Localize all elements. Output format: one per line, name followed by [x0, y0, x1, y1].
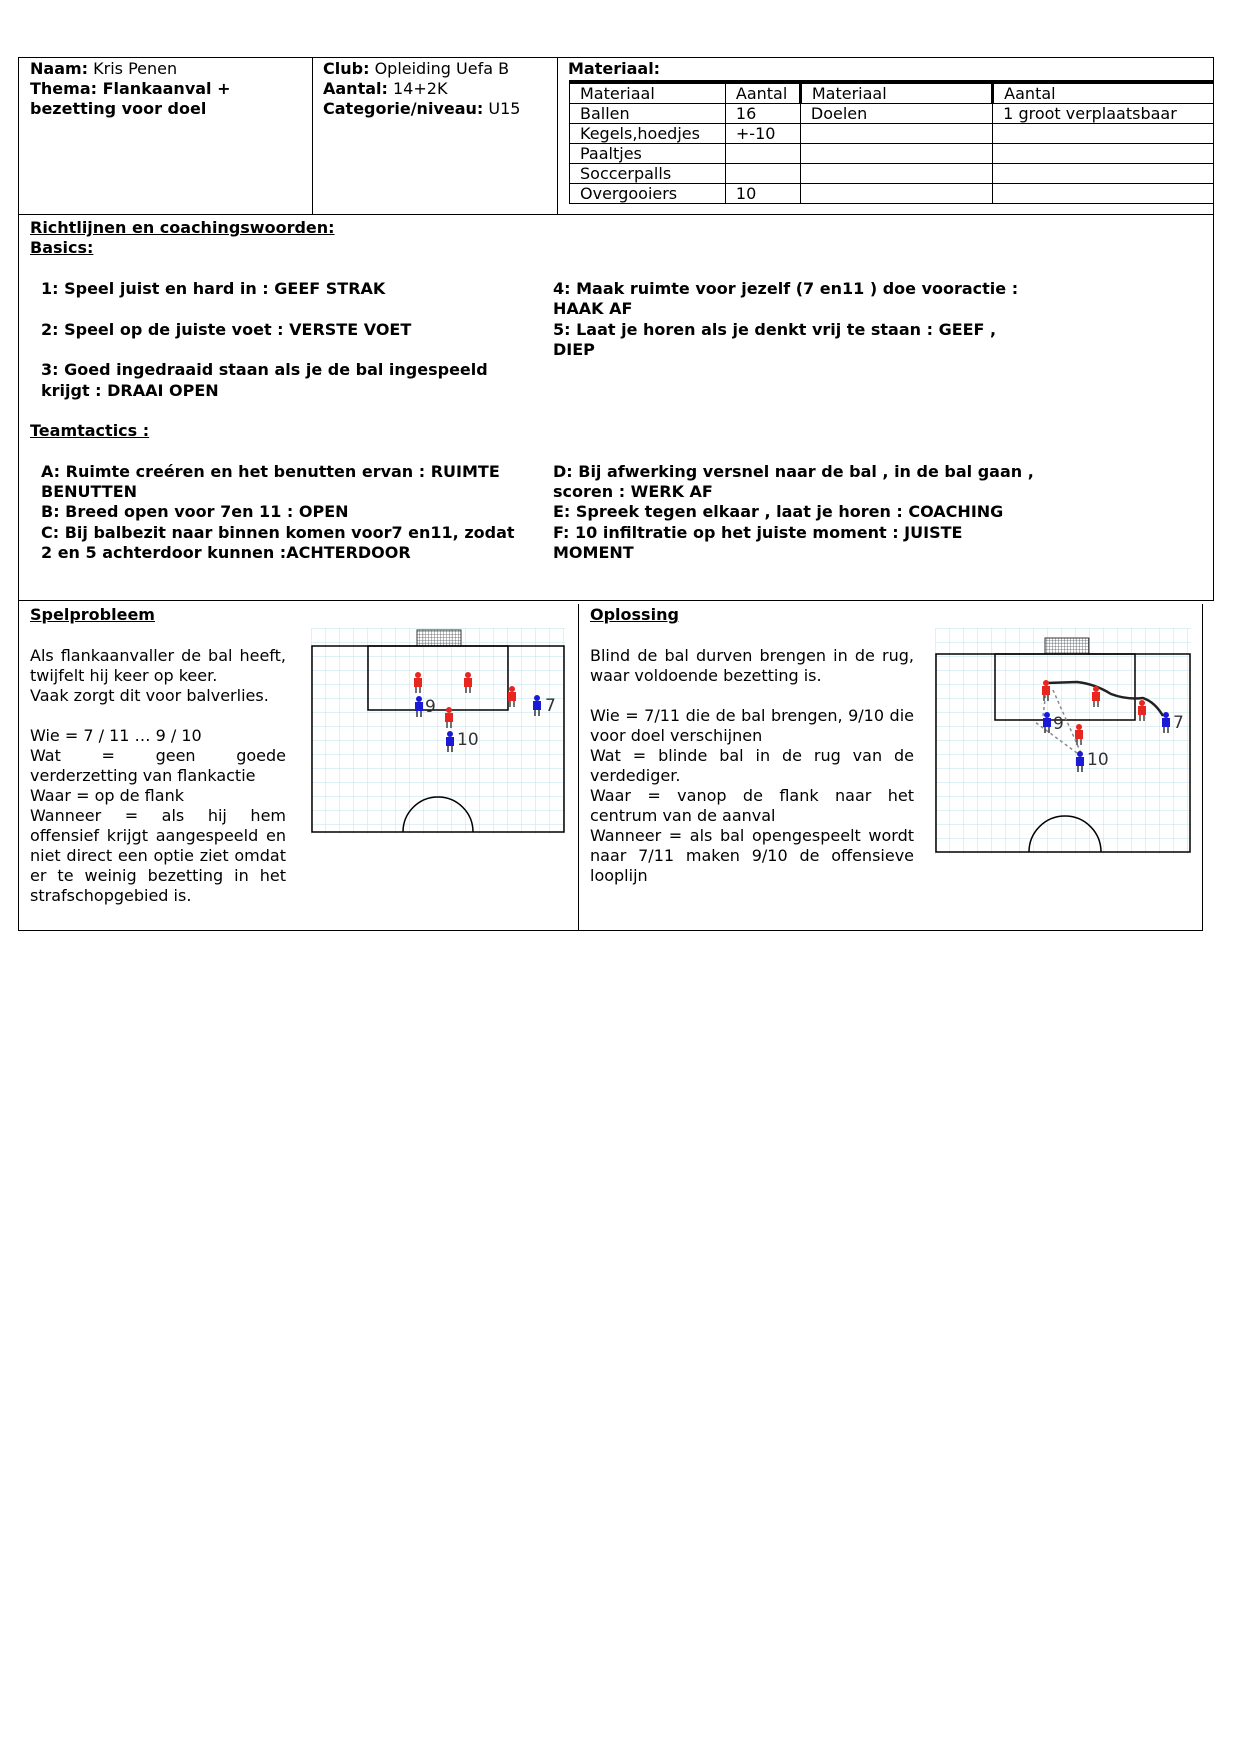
materiaal-title: Materiaal:: [568, 59, 661, 78]
thema-line-2: bezetting voor doel: [30, 99, 207, 118]
tactic-item-a: A: Ruimte creéren en het benutten ervan : RUIMTE: [41, 462, 500, 481]
tactic-item-d-cont: scoren : WERK AF: [553, 482, 713, 501]
spelprobleem-wat: Wat = geen goede verderzetting van flankactie: [30, 746, 286, 785]
basics-title: Basics:: [30, 238, 94, 257]
spelprobleem-para2: Vaak zorgt dit voor balverlies.: [30, 686, 269, 705]
oplossing-title: Oplossing: [590, 605, 679, 624]
oplossing-para1: Blind de bal durven brengen in de rug, waar voldoende bezetting is.: [590, 646, 914, 685]
player-number-10: 10: [457, 730, 479, 750]
tactic-item-c: C: Bij balbezit naar binnen komen voor7 en11, zodat: [41, 523, 515, 542]
header-divider-2: [557, 57, 558, 214]
table-cell: [800, 124, 992, 144]
table-cell: Soccerpalls: [570, 164, 726, 184]
materials-header-row: [570, 82, 1214, 104]
player-number-7: 7: [1173, 713, 1184, 733]
table-header-cell: Aantal: [993, 82, 1214, 104]
oplossing-wie: Wie = 7/11 die de bal brengen, 9/10 die voor doel verschijnen: [590, 706, 914, 745]
tactic-item-b: B: Breed open voor 7en 11 : OPEN: [41, 502, 349, 521]
club-field: Club: Opleiding Uefa B: [323, 59, 510, 78]
table-cell: [993, 184, 1214, 204]
player-number-9: 9: [425, 697, 436, 717]
table-cell: Overgooiers: [570, 184, 726, 204]
basic-item-4: 4: Maak ruimte voor jezelf (7 en11 ) doe vooractie :: [553, 279, 1019, 298]
table-cell: Doelen: [800, 104, 992, 124]
thema-line-1: Thema: Flankaanval +: [30, 79, 231, 98]
field-grid: [311, 628, 565, 834]
tactic-item-c-cont: 2 en 5 achterdoor kunnen :ACHTERDOOR: [41, 543, 411, 562]
header-top-border: [18, 57, 1213, 58]
oplossing-waar: Waar = vanop de flank naar het centrum van de aanval: [590, 786, 914, 825]
table-cell: 16: [725, 104, 800, 124]
header-left-border: [18, 57, 19, 600]
basic-item-2: 2: Speel op de juiste voet : VERSTE VOET: [41, 320, 412, 339]
oplossing-wat: Wat = blinde bal in de rug van de verdediger.: [590, 746, 914, 785]
table-cell: [993, 124, 1214, 144]
player-number-9: 9: [1053, 714, 1064, 734]
categorie-field: Categorie/niveau: U15: [323, 99, 521, 118]
table-cell: [725, 144, 800, 164]
header-bottom-border: [18, 214, 1213, 215]
table-row: [570, 164, 1214, 184]
table-cell: +-10: [725, 124, 800, 144]
table-cell: Ballen: [570, 104, 726, 124]
table-cell: Paaltjes: [570, 144, 726, 164]
table-cell: [993, 144, 1214, 164]
table-cell: [993, 164, 1214, 184]
materials-table: [569, 80, 1214, 204]
table-header-cell: Materiaal: [800, 82, 992, 104]
basic-item-3: 3: Goed ingedraaid staan als je de bal ingespeeld: [41, 360, 488, 379]
table-row: [570, 104, 1214, 124]
basic-item-4-cont: HAAK AF: [553, 299, 633, 318]
teamtactics-title: Teamtactics :: [30, 421, 150, 440]
basic-item-1: 1: Speel juist en hard in : GEEF STRAK: [41, 279, 386, 298]
tactic-item-f-cont: MOMENT: [553, 543, 634, 562]
basic-item-5-cont: DIEP: [553, 340, 595, 359]
tactic-item-a-cont: BENUTTEN: [41, 482, 138, 501]
table-cell: [725, 164, 800, 184]
bottom-left-border: [18, 600, 19, 930]
aantal-field: Aantal: 14+2K: [323, 79, 448, 98]
table-row: [570, 184, 1214, 204]
table-header-cell: Materiaal: [570, 82, 726, 104]
goal-net: [417, 630, 461, 646]
table-cell: 1 groot verplaatsbaar: [993, 104, 1214, 124]
bottom-right-border: [1202, 604, 1203, 930]
bottom-box-border: [18, 930, 1203, 931]
bottom-middle-divider: [578, 604, 579, 930]
tactic-item-d: D: Bij afwerking versnel naar de bal , in de bal gaan ,: [553, 462, 1034, 481]
header-divider-1: [312, 57, 313, 214]
tactic-item-f: F: 10 infiltratie op het juiste moment : JUISTE: [553, 523, 963, 542]
spelprobleem-diagram: [311, 628, 565, 834]
spelprobleem-text: [30, 646, 286, 906]
spelprobleem-para1: Als flankaanvaller de bal heeft, twijfelt hij keer op keer.: [30, 646, 286, 685]
spelprobleem-title: Spelprobleem: [30, 605, 155, 624]
table-cell: [800, 184, 992, 204]
table-cell: [800, 144, 992, 164]
goal-net: [1045, 638, 1089, 654]
guidelines-bottom-border: [18, 600, 1214, 601]
oplossing-text: [590, 646, 914, 886]
table-cell: 10: [725, 184, 800, 204]
player-number-10: 10: [1087, 750, 1109, 770]
table-row: [570, 144, 1214, 164]
player-number-7: 7: [545, 696, 556, 716]
oplossing-diagram: [935, 628, 1191, 854]
spelprobleem-waar: Waar = op de flank: [30, 786, 184, 805]
spelprobleem-wanneer: Wanneer = als hij hem offensief krijgt aangespeeld en niet direct een optie ziet omdat er te weinig bezetting in het strafschopgebied is.: [30, 806, 286, 905]
basic-item-3-cont: krijgt : DRAAI OPEN: [41, 381, 219, 400]
tactic-item-e: E: Spreek tegen elkaar , laat je horen : COACHING: [553, 502, 1004, 521]
table-cell: Kegels,hoedjes: [570, 124, 726, 144]
table-header-cell: Aantal: [725, 82, 800, 104]
guidelines-title: Richtlijnen en coachingswoorden:: [30, 218, 335, 237]
table-row: [570, 124, 1214, 144]
oplossing-wanneer: Wanneer = als bal opengespeelt wordt naar 7/11 maken 9/10 de offensieve looplijn: [590, 826, 914, 885]
basic-item-5: 5: Laat je horen als je denkt vrij te staan : GEEF ,: [553, 320, 997, 339]
field-grid: [935, 628, 1191, 854]
table-cell: [800, 164, 992, 184]
spelprobleem-wie: Wie = 7 / 11 … 9 / 10: [30, 726, 202, 745]
naam-field: Naam: Kris Penen: [30, 59, 178, 78]
